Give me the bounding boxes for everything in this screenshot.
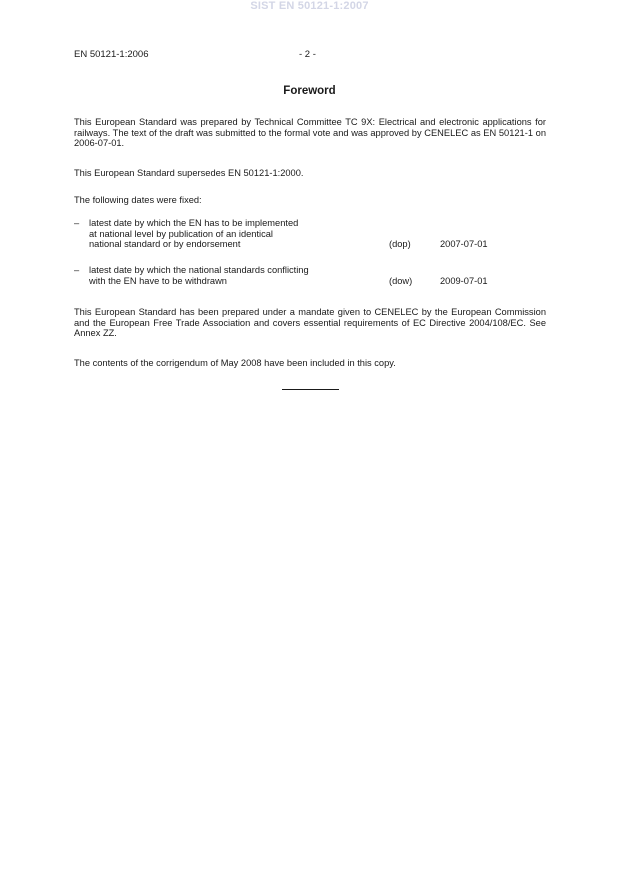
date-value: 2007-07-01 xyxy=(440,239,488,249)
date-item-text xyxy=(89,265,379,286)
date-item-text xyxy=(89,218,379,250)
page-number: - 2 - xyxy=(299,49,316,60)
intro-paragraph: This European Standard was prepared by Technical Committee TC 9X: Electrical and electronic applications for railways. The text of the draft was submitted to the formal vote and was approved by CENELEC as EN 50121-1 on 2006-07-01. xyxy=(74,117,546,148)
list-dash: – xyxy=(74,265,80,275)
supersedes-paragraph: This European Standard supersedes EN 50121-1:2000. xyxy=(74,168,304,178)
section-title: Foreword xyxy=(283,85,336,97)
date-value: 2009-07-01 xyxy=(440,276,488,286)
date-abbr: (dop) xyxy=(389,239,411,249)
mandate-paragraph: This European Standard has been prepared under a mandate given to CENELEC by the European Commission and the European Free Trade Association and covers essential requirements of EC Directive 2004/108/EC. See Annex ZZ. xyxy=(74,307,546,338)
date-item-line: latest date by which the EN has to be implemented xyxy=(89,218,299,228)
list-dash: – xyxy=(74,218,80,228)
corrigendum-paragraph: The contents of the corrigendum of May 2008 have been included in this copy. xyxy=(74,358,396,368)
date-item-line: at national level by publication of an identical xyxy=(89,228,273,239)
date-item-line: national standard or by endorsement xyxy=(89,239,241,249)
date-abbr: (dow) xyxy=(389,276,413,286)
document-id: EN 50121-1:2006 xyxy=(74,49,149,60)
date-item-line: latest date by which the national standards conflicting xyxy=(89,265,309,275)
dates-intro-paragraph: The following dates were fixed: xyxy=(74,195,202,205)
watermark: SIST EN 50121-1:2007 xyxy=(250,0,369,12)
date-item-line: with the EN have to be withdrawn xyxy=(89,275,227,286)
end-rule xyxy=(282,389,339,390)
